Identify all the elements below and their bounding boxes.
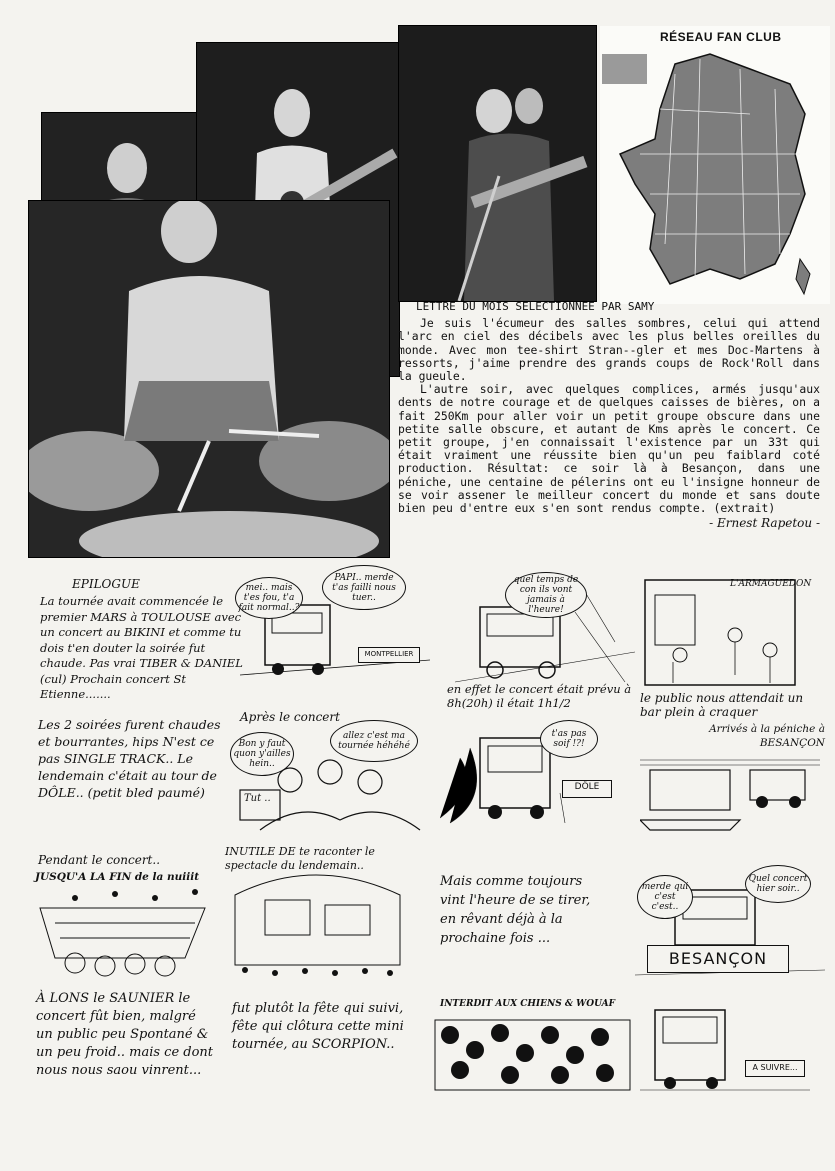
letter-signature: - Ernest Rapetou - (709, 516, 820, 531)
p4-caption: Après le concert (240, 710, 340, 724)
epilogue-title: EPILOGUE (72, 577, 140, 591)
p10-sign: A SUIVRE... (745, 1060, 805, 1077)
p5-sign: DÔLE (562, 780, 612, 798)
comic-panel-8 (225, 845, 410, 980)
p8-caption: INUTILE DE te raconter le spectacle du lendemain.. (225, 845, 375, 872)
p6-caption: Arrivés à la péniche à BESANÇON (709, 723, 825, 749)
p1-bubble-2: PAPI.. merde t'as failli nous tuer.. (322, 565, 406, 610)
epilogue-text-6: fut plutôt la fête qui suivi, fête qui clôtura cette mini tournée, au SCORPION.. (232, 1001, 404, 1052)
comic-panel-5 (440, 718, 630, 828)
comic-panel-10 (430, 995, 810, 1095)
p7-caption: JUSQU'A LA FIN de la nuiiit (35, 871, 200, 883)
comic-panel-4 (230, 710, 430, 835)
p4-bubble-2: allez c'est ma tournée héhéhé (330, 720, 418, 762)
map-title: RÉSEAU FAN CLUB (660, 30, 782, 44)
letter-of-the-month (398, 300, 820, 558)
photo-singer-right (398, 25, 597, 302)
comic-panel-6 (640, 723, 825, 835)
epilogue-text-4: À LONS le SAUNIER le concert fût bien, malgré un public peu Spontané & un peu froid.. mais ce dont nous nous saou vinrent... (36, 991, 214, 1078)
comic-panel-1 (240, 565, 430, 685)
p3-sign: L'ARMAGUEDON (730, 579, 812, 589)
comic-panel-2 (447, 572, 635, 710)
france-map (600, 44, 830, 304)
p2-caption: en effet le concert était prévu à 8h(20h) il était 1h1/2 (447, 682, 632, 710)
p4-bubble-1: Bon y faut quon y'ailles hein.. (230, 732, 294, 776)
p2-bubble: quel temps de con ils vont jamais à l'heure! (505, 572, 587, 618)
p4-text: Tut .. (244, 793, 271, 804)
letter-paragraph-1: Je suis l'écumeur des salles sombres, celui qui attend l'arc en ciel des décibels avec les plus belles oreilles du monde. Avec mon tee-shirt Stran--gler et mes Doc-Martens à ressorts, j'aime prendre des grands coups de Rock'Roll dans la gueule. (398, 316, 820, 384)
comic-panel-7 (35, 868, 215, 978)
fan-club-map (600, 26, 830, 304)
p9-sign: BESANÇON (647, 945, 789, 973)
p9-bubble-2: Quel concert hier soir.. (745, 865, 811, 903)
p9-bubble-1: merde qui c'est c'est.. (637, 875, 693, 919)
epilogue-text-3: Pendant le concert.. (38, 853, 161, 867)
epilogue-text-2: Les 2 soirées furent chaudes et bourrantes, hips N'est ce pas SINGLE TRACK.. Le lendemain c'était au tour de DÔLE.. (petit bled paumé) (38, 717, 221, 800)
letter-paragraph-2: L'autre soir, avec quelques complices, armés jusqu'aux dents de notre courage et de quelques caisses de bières, on a fait 250Km pour aller voir un petit groupe obscure dans une petite salle obscure, et autant de Kms après le concert. Ce petit groupe, j'en connaissait l'existence par un 33t qui était vraiment une réussite bien qu'un peu faiblard coté production. Résultat: ce soir là à Besançon, dans une péniche, une centaine de pélerins ont eu l'insigne honneur de se voir assener le meilleur concert du monde et sans doute bien peu d'entre eux s'en sont rendus compte. (extrait) (398, 382, 820, 516)
epilogue-text-1: La tournée avait commencée le premier MARS à TOULOUSE avec un concert au BIKINI et comme tu dois t'en douter la soirée fut chaude. Pas vrai TIBER & DANIEL (cul) Prochain concert St Etienne....... (40, 594, 243, 701)
comic-panel-3 (640, 575, 812, 719)
p5-bubble: t'as pas soif !?! (540, 720, 598, 758)
comic-panel-9 (635, 865, 825, 995)
p1-sign: MONTPELLIER (358, 647, 420, 663)
photo-drummer (28, 200, 390, 558)
p10-caption: INTERDIT AUX CHIENS & WOUAF (440, 999, 616, 1009)
p1-bubble-1: mei.. mais t'es fou, t'a fait normal..? (235, 577, 303, 619)
epilogue-text-5: Mais comme toujours vint l'heure de se tirer, en rêvant déjà à la prochaine fois ... (440, 874, 591, 946)
p3-caption: le public nous attendait un bar plein à craquer (640, 691, 804, 719)
letter-heading: LETTRE DU MOIS SELECTIONNEE PAR SAMY (416, 300, 655, 313)
